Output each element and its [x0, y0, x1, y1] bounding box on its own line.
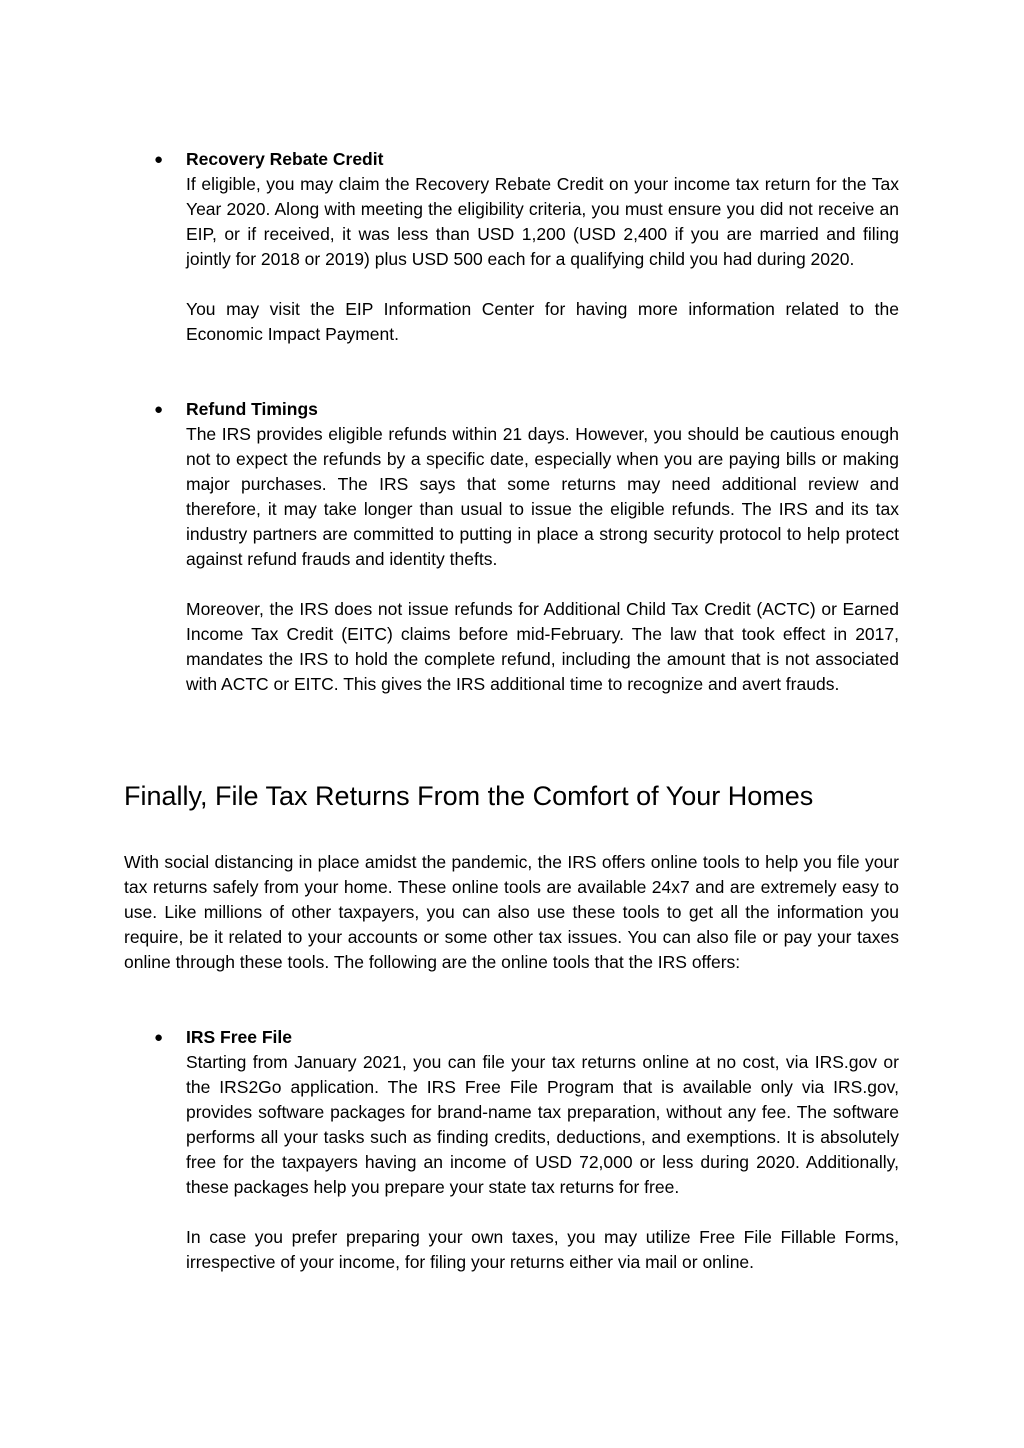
refund-timings-title: Refund Timings — [186, 399, 318, 419]
irs-free-file-item — [154, 1025, 899, 1275]
irs-free-file-paragraph-2: In case you prefer preparing your own taxes, you may utilize Free File Fillable Forms, irrespective of your income, for filing your returns either via mail or online. — [186, 1227, 899, 1272]
recovery-rebate-credit-paragraph-2: You may visit the EIP Information Center for having more information related to the Economic Impact Payment. — [186, 299, 899, 344]
irs-free-file-paragraph-1: Starting from January 2021, you can file your tax returns online at no cost, via IRS.gov or the IRS2Go application. The IRS Free File Program that is available only via IRS.gov, provides software packages for brand-name tax preparation, without any fee. The software performs all your tasks such as finding credits, deductions, and exemptions. It is absolutely free for the taxpayers having an income of USD 72,000 or less during 2020. Additionally, these packages help you prepare your state tax returns for free. — [186, 1052, 899, 1197]
intro-paragraph: With social distancing in place amidst the pandemic, the IRS offers online tools to help you file your tax returns safely from your home. These online tools are available 24x7 and are extremely easy to use. Like millions of other taxpayers, you can also use these tools to get all the information you require, be it related to your accounts or some other tax issues. You can also file or pay your taxes online through these tools. The following are the online tools that the IRS offers: — [124, 852, 899, 972]
section-heading: Finally, File Tax Returns From the Comfort of Your Homes — [124, 781, 814, 811]
refund-timings-paragraph-1: The IRS provides eligible refunds within 21 days. However, you should be cautious enough not to expect the refunds by a specific date, especially when you are paying bills or making major purchases. The IRS says that some returns may need additional review and therefore, it may take longer than usual to issue the eligible refunds. The IRS and its tax industry partners are committed to putting in place a strong security protocol to help protect against refund frauds and identity thefts. — [186, 424, 899, 569]
refund-timings-paragraph-2: Moreover, the IRS does not issue refunds for Additional Child Tax Credit (ACTC) or Earned Income Tax Credit (EITC) claims before mid-February. The law that took effect in 2017, mandates the IRS to hold the complete refund, including the amount that is not associated with ACTC or EITC. This gives the IRS additional time to recognize and avert frauds. — [186, 599, 899, 694]
recovery-rebate-credit-title: Recovery Rebate Credit — [186, 149, 384, 169]
intro-block — [124, 850, 899, 975]
refund-timings-item — [154, 397, 899, 697]
bullet-icon: ● — [154, 1029, 164, 1046]
bullet-icon: ● — [154, 151, 164, 168]
bullet-icon: ● — [154, 401, 164, 418]
recovery-rebate-credit-item — [154, 147, 899, 347]
irs-free-file-title: IRS Free File — [186, 1027, 293, 1047]
recovery-rebate-credit-paragraph-1: If eligible, you may claim the Recovery Rebate Credit on your income tax return for the Tax Year 2020. Along with meeting the eligibility criteria, you must ensure you did not receive an EIP, or if received, it was less than USD 1,200 (USD 2,400 if you are married and filing jointly for 2018 or 2019) plus USD 500 each for a qualifying child you had during 2020. — [186, 174, 899, 269]
